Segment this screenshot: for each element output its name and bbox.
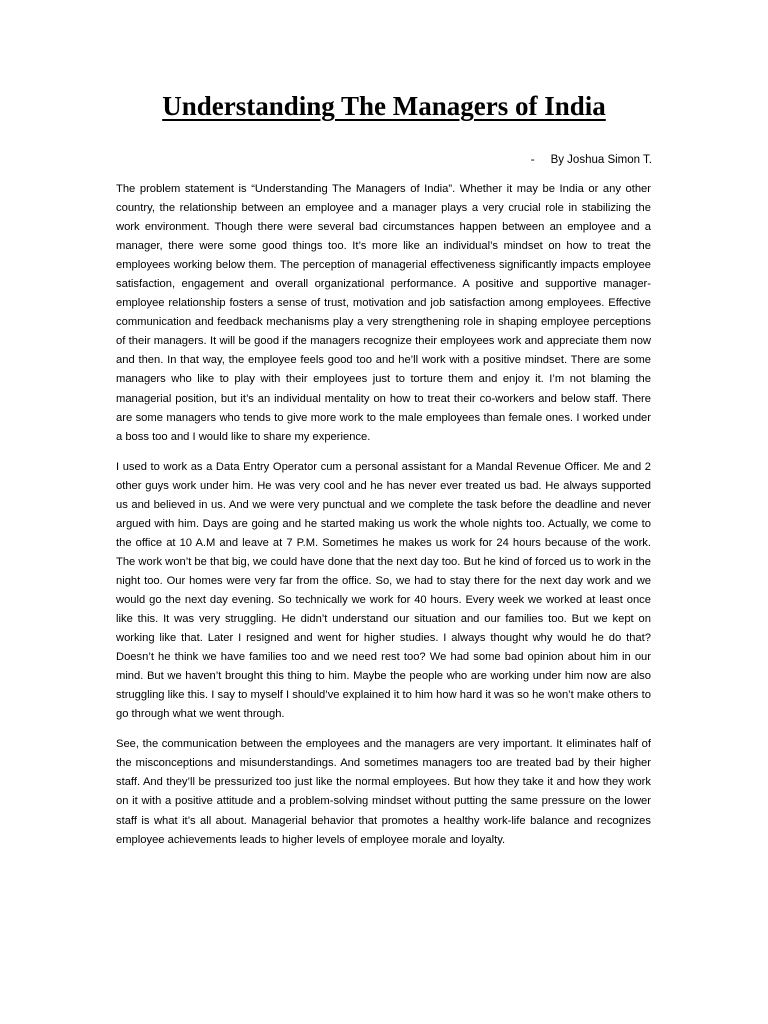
paragraph-1: The problem statement is “Understanding The Managers of India”. Whether it may be India or any other country, the relationship between an employee and a manager plays a very crucial role in stabilizing the work environment. Though there were several bad circumstances happen between an employee and a manager, there were some good things too. It’s more like an individual’s mindset on how to treat the employees working below them. The perception of managerial effectiveness significantly impacts employee satisfaction, engagement and overall organizational performance. A positive and supportive manager-employee relationship fosters a sense of trust, motivation and job satisfaction among employees. Effective communication and feedback mechanisms play a very strengthening role in shaping employee perceptions of their managers. It will be good if the managers recognize their employees work and appreciate them now and then. In that way, the employee feels good too and he’ll work with a positive mindset. There are some managers who like to play with their employees just to torture them and enjoy it. I’m not blaming the managerial position, but it’s an individual mentality on how to treat their co-workers and below staff. There are some managers who tends to give more work to the male employees than female ones. I worked under a boss too and I would like to share my experience.	[116, 183, 651, 443]
paragraph-3: See, the communication between the employees and the managers are very important. It eliminates half of the misconceptions and misunderstandings. And sometimes managers too are treated bad by their higher staff. And they’ll be pressurized too just like the normal employees. But how they take it and how they work on it with a positive attitude and a problem-solving mindset without putting the same pressure on the lower staff is what it’s all about. Managerial behavior that promotes a healthy work-life balance and recognizes employee achievements leads to higher levels of employee morale and loyalty.	[116, 738, 651, 846]
paragraph-2: I used to work as a Data Entry Operator cum a personal assistant for a Mandal Revenue Officer. Me and 2 other guys work under him. He was very cool and he has never ever treated us bad. He always supported us and believed in us. And we were very punctual and we complete the task before the deadline and never argued with him. Days are going and he started making us work the whole nights too. Actually, we come to the office at 10 A.M and leave at 7 P.M. Sometimes he makes us work for 24 hours because of the work. The work won’t be that big, we could have done that the next day too. But he kind of forced us to work in the night too. Our homes were very far from the office. So, we had to stay there for the next day work and we would go the next day evening. So technically we work for 40 hours. Every week we worked at least once like this. It was very struggling. He didn’t understand our situation and our families too. But we kept on working like that. Later I resigned and went for higher studies. I always thought why would he do that? Doesn’t he think we have families too and we need rest too? We had some bad opinion about him in our mind. But we haven’t brought this thing to him. Maybe the people who are working under him now are also struggling like this. I say to myself I should’ve explained it to him how hard it was so he won’t make others to go through what we went through.	[116, 460, 651, 721]
author-byline	[531, 151, 652, 169]
document-title: Understanding The Managers of India	[162, 91, 606, 121]
byline-dash: -	[530, 154, 535, 166]
document-body	[116, 180, 651, 861]
byline-text: By Joshua Simon T.	[550, 154, 652, 166]
